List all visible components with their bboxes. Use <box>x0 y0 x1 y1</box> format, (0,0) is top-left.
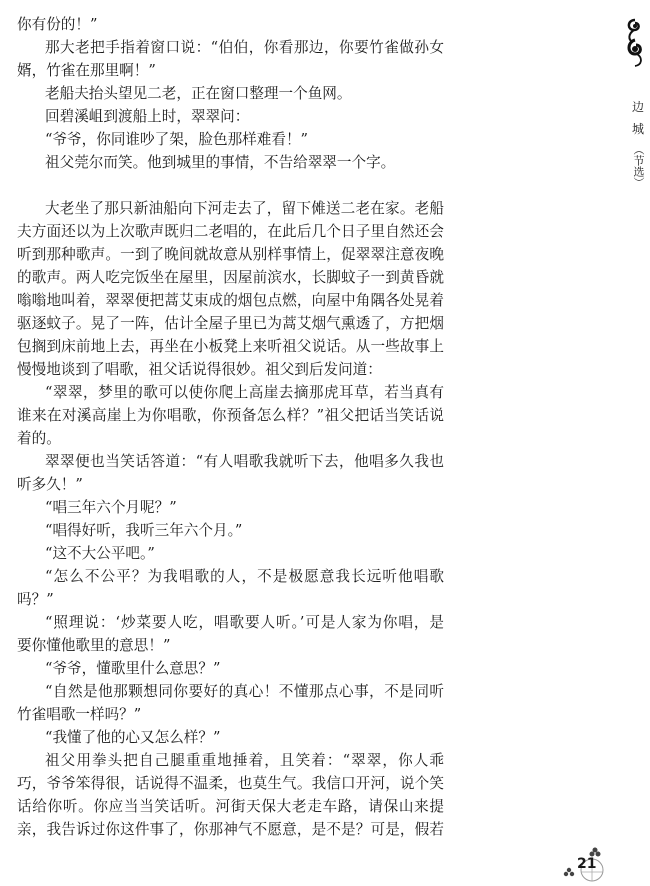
text-line: 吗？” <box>17 591 54 608</box>
text-line: “照理说：‘炒菜要人吃，唱歌要人听。’可是人家为你唱，是 <box>45 614 444 631</box>
text-line: 回碧溪岨到渡船上时，翠翠问： <box>45 108 250 125</box>
text-line: 听到那种歌声。一到了晚间就故意从别样事情上，促翠翠注意夜晚 <box>17 246 444 263</box>
text-line: 听多久！” <box>17 476 83 493</box>
text-line: “怎么不公平？为我唱歌的人，不是极愿意我长远听他唱歌 <box>45 568 444 585</box>
text-line: 大老坐了那只新油船向下河走去了，留下傩送二老在家。老船 <box>45 200 444 217</box>
text-line: 驱逐蚊子。晃了一阵，估计全屋子里已为蒿艾烟气熏透了，方把烟 <box>17 315 444 332</box>
text-line: “唱三年六个月呢？” <box>45 499 177 516</box>
running-title-subtitle: （节选） <box>632 144 645 188</box>
text-line: “自然是他那颗想同你要好的真心！不懂那点心事，不是同听 <box>45 683 444 700</box>
page-number <box>562 846 612 882</box>
running-title-char: 城 <box>631 122 644 136</box>
running-title-char: 边 <box>631 100 644 114</box>
body-text <box>17 13 444 841</box>
text-line: 老船夫抬头望见二老，正在窗口整理一个鱼网。 <box>45 85 352 102</box>
running-title <box>630 100 646 188</box>
page-number-text: 21 <box>577 856 597 872</box>
text-line: 着的。 <box>17 430 61 447</box>
text-line: 婿，竹雀在那里啊！” <box>17 62 156 79</box>
text-line: “唱得好听，我听三年六个月。” <box>45 522 243 539</box>
text-line: 祖父莞尔而笑。他到城里的事情，不告给翠翠一个字。 <box>45 154 396 171</box>
text-line: 亲，我告诉过你这件事了，你那神气不愿意，是不是？可是，假若 <box>17 821 444 838</box>
text-line: 嗡嗡地叫着，翠翠便把蒿艾束成的烟包点燃，向屋中角隅各处晃着 <box>17 292 444 309</box>
text-line: 翠翠便也当笑话答道：“有人唱歌我就听下去，他唱多久我也 <box>45 453 444 470</box>
text-line: “我懂了他的心又怎么样？” <box>45 729 221 746</box>
text-line: 话给你听。你应当当笑话听。河街天保大老走车路，请保山来提 <box>17 798 444 815</box>
text-line: “这不大公平吧。” <box>45 545 155 562</box>
text-line: 竹雀唱歌一样吗？” <box>17 706 142 723</box>
text-line: “爷爷，你同谁吵了架，脸色那样难看！” <box>45 131 309 148</box>
text-line: 的歌声。两人吃完饭坐在屋里，因屋前滨水，长脚蚊子一到黄昏就 <box>17 269 444 286</box>
swirl-ornament-icon <box>624 18 646 68</box>
text-line: 谁来在对溪高崖上为你唱歌，你预备怎么样？”祖父把话当笑话说 <box>17 407 444 424</box>
text-line: 夫方面还以为上次歌声既归二老唱的，在此后几个日子里自然还会 <box>17 223 444 240</box>
text-line: 那大老把手指着窗口说：“伯伯，你看那边，你要竹雀做孙女 <box>45 39 444 56</box>
text-line: 祖父用拳头把自己腿重重地捶着，且笑着：“翠翠，你人乖 <box>45 752 444 769</box>
text-line: “翠翠，梦里的歌可以使你爬上高崖去摘那虎耳草，若当真有 <box>45 384 444 401</box>
blank-line <box>17 174 444 197</box>
text-line: 慢慢地谈到了唱歌，祖父话说得很妙。祖父到后发问道： <box>17 361 382 378</box>
text-line: 巧，爷爷笨得很，话说得不温柔，也莫生气。我信口开河，说个笑 <box>17 775 444 792</box>
text-line: 要你懂他歌里的意思！” <box>17 637 171 654</box>
text-line: 你有份的！” <box>17 16 98 33</box>
text-line: “爷爷，懂歌里什么意思？” <box>45 660 221 677</box>
text-line: 包搁到床前地上去，再坐在小板凳上来听祖父说话。从一些故事上 <box>17 338 444 355</box>
